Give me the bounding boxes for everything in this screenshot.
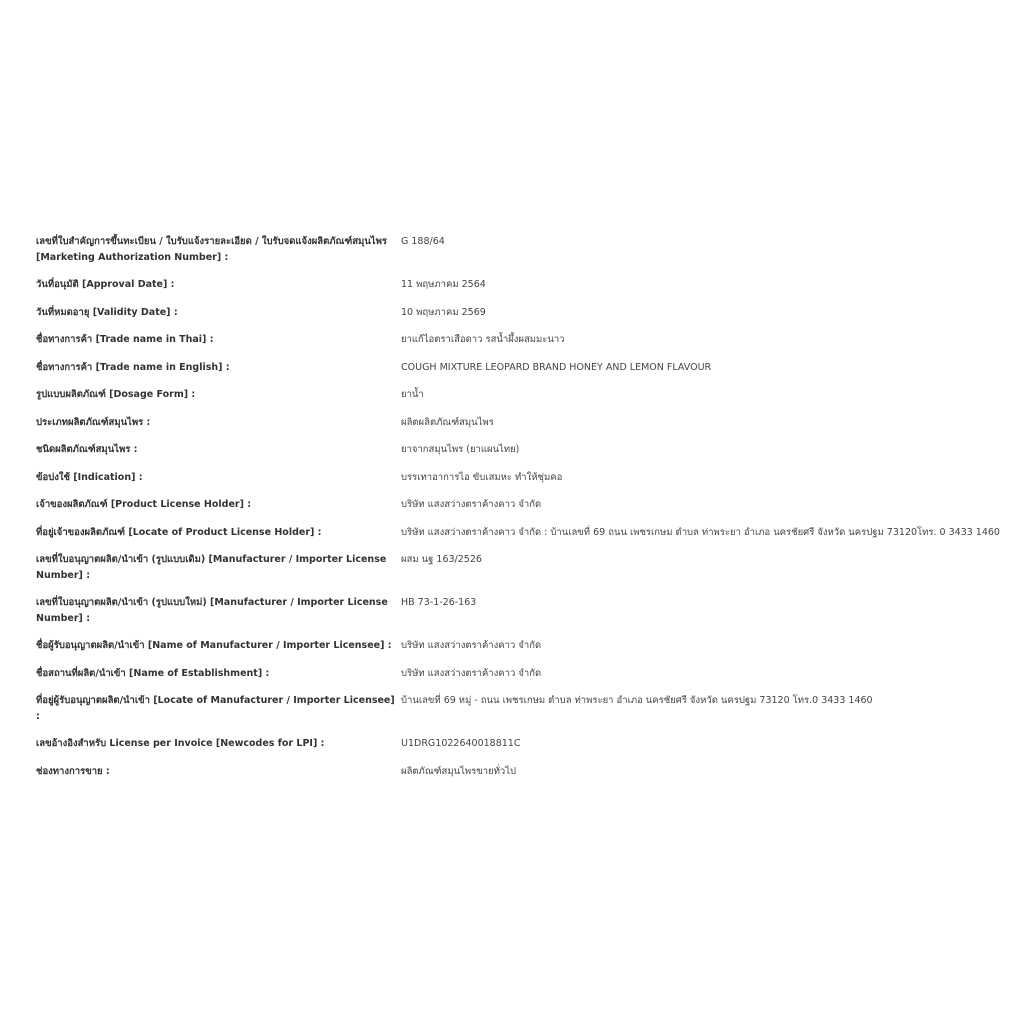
detail-row-product-category xyxy=(36,415,996,431)
detail-label: วันที่อนุมัติ [Approval Date] : xyxy=(36,279,175,290)
detail-row-license-number-new xyxy=(36,595,996,626)
detail-value: บริษัท แสงสว่างตราค้างคาว จำกัด : บ้านเลขที่ 69 ถนน เพชรเกษม ตำบล ท่าพระยา อำเภอ นครชัยศรี จังหวัด นครปฐม 73120โทร. 0 3433 1460 xyxy=(401,526,1000,538)
detail-value: บ้านเลขที่ 69 หมู่ - ถนน เพชรเกษม ตำบล ท่าพระยา อำเภอ นครชัยศรี จังหวัด นครปฐม 73120 โทร.0 3433 1460 xyxy=(401,695,873,706)
detail-row-license-number-old xyxy=(36,552,996,583)
detail-row-product-type xyxy=(36,442,996,458)
detail-label: ชื่อผู้รับอนุญาตผลิต/นำเข้า [Name of Manufacturer / Importer Licensee] : xyxy=(36,640,392,651)
detail-value: HB 73-1-26-163 xyxy=(401,597,477,608)
detail-value: บริษัท แสงสว่างตราค้างคาว จำกัด xyxy=(401,640,542,651)
detail-value: ยาน้ำ xyxy=(401,389,424,400)
detail-row-trade-name-english xyxy=(36,360,996,376)
detail-label: ชื่อทางการค้า [Trade name in Thai] : xyxy=(36,334,214,345)
detail-row-validity-date xyxy=(36,305,996,321)
product-detail-record xyxy=(36,234,1000,791)
detail-row-indication xyxy=(36,470,996,486)
detail-row-trade-name-thai xyxy=(36,332,996,348)
detail-label: ข้อบ่งใช้ [Indication] : xyxy=(36,471,143,483)
detail-value: ยาแก้ไอตราเสือดาว รสน้ำผึ้งผสมมะนาว xyxy=(401,334,565,345)
detail-row-license-holder xyxy=(36,497,996,513)
detail-label: ช่องทางการขาย : xyxy=(36,765,110,777)
detail-value: 10 พฤษภาคม 2569 xyxy=(401,306,486,318)
detail-row-lpi-code xyxy=(36,736,996,752)
detail-value: 11 พฤษภาคม 2564 xyxy=(401,279,486,290)
detail-row-sales-channel xyxy=(36,764,996,780)
detail-value: U1DRG1022640018811C xyxy=(401,738,521,749)
detail-value: COUGH MIXTURE LEOPARD BRAND HONEY AND LEMON FLAVOUR xyxy=(401,361,712,373)
detail-label: ชื่อทางการค้า [Trade name in English] : xyxy=(36,361,230,373)
detail-label: เลขที่ใบอนุญาตผลิต/นำเข้า (รูปแบบเดิม) [Manufacturer / Importer License Number] : xyxy=(36,554,387,581)
detail-label: เลขที่ใบอนุญาตผลิต/นำเข้า (รูปแบบใหม่) [Manufacturer / Importer License Number] : xyxy=(36,597,388,624)
detail-value: ผลิตผลิตภัณฑ์สมุนไพร xyxy=(401,416,494,428)
detail-row-licensee-address xyxy=(36,693,996,724)
detail-label: เลขที่ใบสำคัญการขึ้นทะเบียน / ใบรับแจ้งรายละเอียด / ใบรับจดแจ้งผลิตภัณฑ์สมุนไพร [Marketing Authorization Number] : xyxy=(36,236,387,263)
detail-label: ที่อยู่เจ้าของผลิตภัณฑ์ [Locate of Product License Holder] : xyxy=(36,526,322,538)
detail-label: เจ้าของผลิตภัณฑ์ [Product License Holder] : xyxy=(36,499,252,510)
detail-value: ผสม นฐ 163/2526 xyxy=(401,554,482,565)
detail-value: บริษัท แสงสว่างตราค้างคาว จำกัด xyxy=(401,499,542,510)
detail-row-authorization-number xyxy=(36,234,996,265)
detail-value: ยาจากสมุนไพร (ยาแผนไทย) xyxy=(401,444,520,455)
detail-label: ที่อยู่ผู้รับอนุญาตผลิต/นำเข้า [Locate of Manufacturer / Importer Licensee] : xyxy=(36,695,395,722)
detail-row-dosage-form xyxy=(36,387,996,403)
detail-label: ชื่อสถานที่ผลิต/นำเข้า [Name of Establishment] : xyxy=(36,667,270,679)
detail-row-establishment-name xyxy=(36,666,996,682)
detail-label: รูปแบบผลิตภัณฑ์ [Dosage Form] : xyxy=(36,389,196,400)
detail-value: ผลิตภัณฑ์สมุนไพรขายทั่วไป xyxy=(401,765,517,777)
detail-row-license-holder-address xyxy=(36,525,1000,541)
detail-label: เลขอ้างอิงสำหรับ License per Invoice [Newcodes for LPI] : xyxy=(36,738,325,749)
detail-row-approval-date xyxy=(36,277,996,293)
detail-label: ประเภทผลิตภัณฑ์สมุนไพร : xyxy=(36,416,151,428)
detail-value: G 188/64 xyxy=(401,236,445,247)
detail-value: บรรเทาอาการไอ ขับเสมหะ ทำให้ชุ่มคอ xyxy=(401,471,563,483)
detail-label: วันที่หมดอายุ [Validity Date] : xyxy=(36,306,178,318)
detail-row-licensee-name xyxy=(36,638,996,654)
detail-label: ชนิดผลิตภัณฑ์สมุนไพร : xyxy=(36,444,138,455)
detail-value: บริษัท แสงสว่างตราค้างคาว จำกัด xyxy=(401,667,542,679)
